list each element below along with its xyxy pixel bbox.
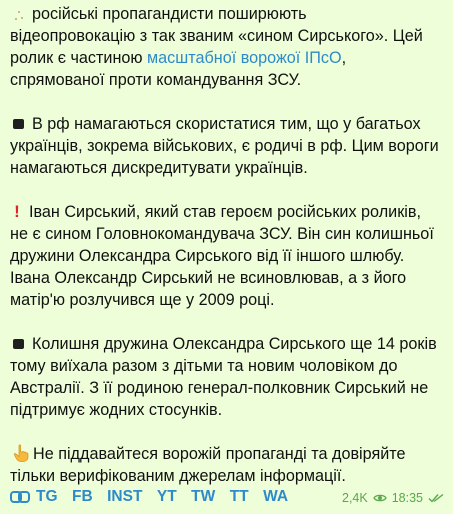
black-square-icon [13, 119, 24, 129]
exclamation-icon: ! [14, 202, 20, 221]
p4-line2: тому виїхала разом з дітьми та новим чоловіком до [10, 357, 398, 375]
p2-line1: В рф намагаються скористатися тим, що у багатьох [32, 115, 421, 133]
link-tt[interactable]: TT [229, 488, 249, 505]
link-inst[interactable]: INST [107, 488, 143, 505]
p1-line3-pre: ролик є частиною [10, 49, 148, 67]
link-tg[interactable]: TG [36, 488, 58, 505]
message-text [10, 3, 441, 487]
social-links-bar [10, 487, 298, 507]
p3-line4: Івана Олександр Сирський не всиновлював, а з його [10, 269, 407, 287]
sparkle-icon [10, 8, 28, 22]
p1-line2: відеопровокацію з так званим «сином Сирського». Цей [10, 27, 423, 45]
black-square-icon [13, 339, 24, 349]
p5-line1: Не піддавайтеся ворожій пропаганді та довіряйте [33, 445, 406, 463]
p2-line3: намагаються дискредитувати українців. [10, 159, 308, 177]
p2-line2: українців, зокрема військових, є родичі в рф. Цим вороги [10, 137, 439, 155]
p4-line4: підтримує жодних стосунків. [10, 401, 223, 419]
link-wa[interactable]: WA [263, 488, 289, 505]
p4-line3: Австралії. З її родиною генерал-полковник Сирський не [10, 379, 429, 397]
link-fb[interactable]: FB [71, 488, 93, 505]
double-check-icon [428, 493, 444, 503]
link-tw[interactable]: TW [191, 488, 216, 505]
message-meta [342, 491, 444, 505]
social-links [36, 488, 298, 506]
ipso-link[interactable]: масштабної ворожої ІПсО [147, 49, 342, 67]
paragraph-2 [10, 113, 441, 179]
eye-icon [373, 493, 387, 503]
p3-line1: Іван Сирський, який став героєм російських роликів, [29, 203, 421, 221]
paragraph-5 [10, 443, 441, 487]
p3-line5: матір'ю розлучився ще у 2009 році. [10, 291, 275, 309]
p3-line3: дружини Олександра Сирського від її іншого шлюбу. [10, 247, 405, 265]
views-count: 2,4K [342, 491, 368, 505]
paragraph-3 [10, 201, 441, 311]
p4-line1: Колишня дружина Олександра Сирського ще 14 років [32, 335, 437, 353]
p3-line2: не є сином Головнокомандувача ЗСУ. Він син колишньої [10, 225, 434, 243]
p1-line4: спрямованої проти командування ЗСУ. [10, 71, 302, 89]
message-time: 18:35 [391, 491, 423, 505]
p1-line3-post: , [341, 49, 347, 67]
link-yt[interactable]: YT [156, 488, 177, 505]
paragraph-4 [10, 333, 441, 421]
paragraph-1 [10, 3, 441, 91]
p1-line1: російські пропагандисти поширюють [32, 5, 307, 23]
p5-line2: тільки верифікованим джерелам інформації. [10, 467, 346, 485]
link-chain-icon [10, 489, 30, 505]
pointing-hand-icon [13, 444, 29, 462]
